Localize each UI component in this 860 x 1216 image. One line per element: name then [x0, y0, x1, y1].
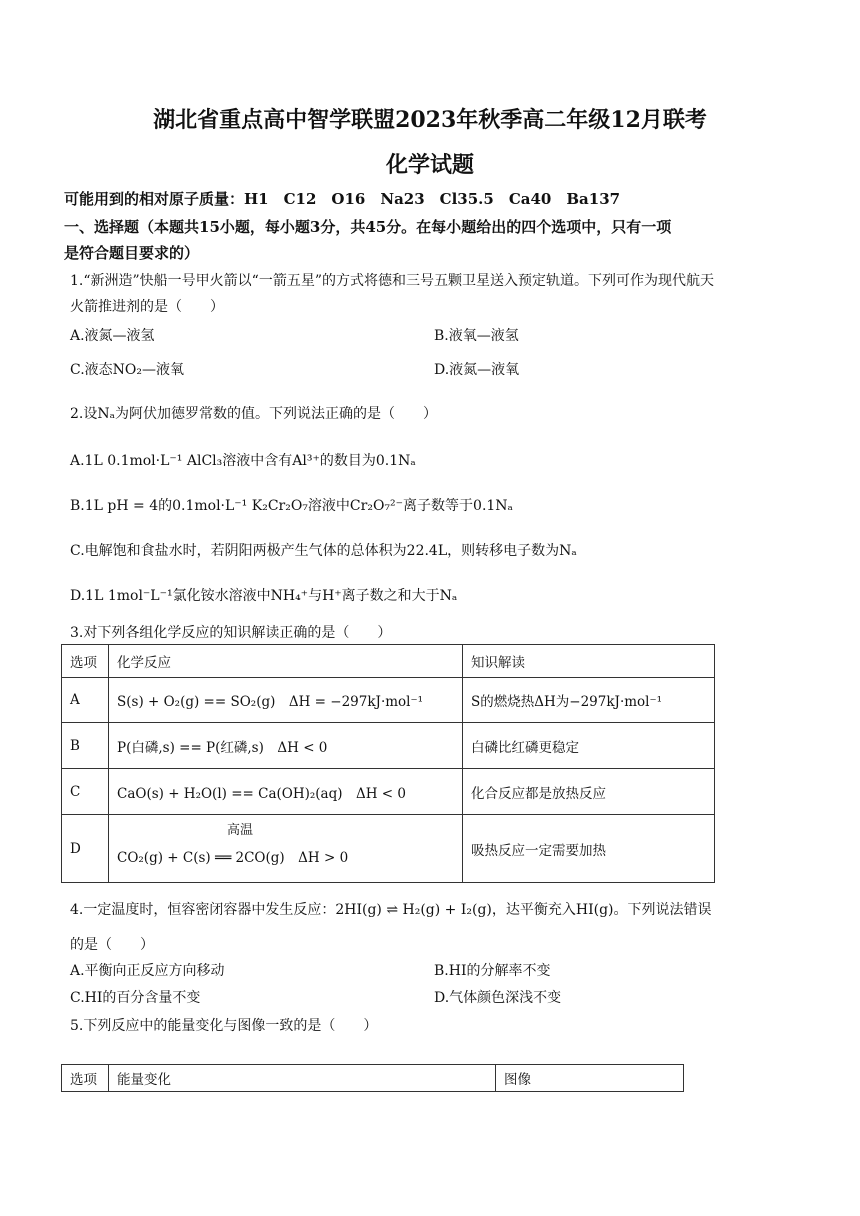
question-4-stem: 4.一定温度时，恒容密闭容器中发生反应：2HI(g) ⇌ H₂(g) + I₂(g)，达平衡充入HI(g)。下列说法错误	[70, 902, 712, 918]
reaction-condition: 高温	[227, 823, 254, 838]
row-reaction: S(s) + O₂(g) == SO₂(g) ΔH = −297kJ·mol⁻¹	[109, 678, 463, 723]
q1-option-a: A.液氮—液氢	[70, 328, 155, 344]
section-heading-cont: 是符合题目要求的）	[64, 244, 200, 262]
q2-option-a: A.1L 0.1mol·L⁻¹ AlCl₃溶液中含有Al³⁺的数目为0.1Nₐ	[70, 453, 416, 469]
row-interpretation: 吸热反应一定需要加热	[463, 815, 715, 883]
row-reaction: P(白磷,s) == P(红磷,s) ΔH < 0	[109, 723, 463, 769]
header-cell: 能量变化	[109, 1065, 496, 1092]
row-interpretation: 化合反应都是放热反应	[463, 769, 715, 815]
header-cell: 选项	[62, 1065, 109, 1092]
table-row	[62, 678, 715, 723]
q5-table-header	[62, 1065, 684, 1092]
q4-option-c: C.HI的百分含量不变	[70, 990, 201, 1006]
q2-option-d: D.1L 1mol⁻L⁻¹氯化铵水溶液中NH₄⁺与H⁺离子数之和大于Nₐ	[70, 588, 458, 604]
atomic-masses: 可能用到的相对原子质量：H1 C12 O16 Na23 Cl35.5 Ca40 Ba137	[64, 190, 621, 208]
table-row	[62, 815, 715, 883]
header-cell: 知识解读	[463, 645, 715, 678]
row-reaction	[109, 815, 463, 883]
q3-table	[61, 644, 715, 883]
row-interpretation: 白磷比红磷更稳定	[463, 723, 715, 769]
q3-table-header	[62, 645, 715, 678]
row-option: D	[62, 815, 109, 883]
question-4-stem-cont: 的是（ ）	[70, 937, 154, 953]
header-cell: 图像	[496, 1065, 684, 1092]
table-row	[62, 769, 715, 815]
header-cell: 化学反应	[109, 645, 463, 678]
question-1-stem: 1.“新洲造”快船一号甲火箭以“一箭五星”的方式将德和三号五颗卫星送入预定轨道。下列可作为现代航天	[70, 273, 714, 289]
q4-option-a: A.平衡向正反应方向移动	[70, 963, 225, 979]
q4-option-b: B.HI的分解率不变	[434, 963, 551, 979]
q1-option-d: D.液氮—液氧	[434, 362, 520, 378]
row-option: C	[62, 769, 109, 815]
q2-option-c: C.电解饱和食盐水时，若阴阳两极产生气体的总体积为22.4L，则转移电子数为Nₐ	[70, 543, 577, 559]
q4-option-d: D.气体颜色深浅不变	[434, 990, 562, 1006]
question-2-stem: 2.设Nₐ为阿伏加德罗常数的值。下列说法正确的是（ ）	[70, 406, 438, 422]
row-reaction: CaO(s) + H₂O(l) == Ca(OH)₂(aq) ΔH < 0	[109, 769, 463, 815]
header-cell: 选项	[62, 645, 109, 678]
q5-table	[61, 1064, 684, 1092]
question-3-stem: 3.对下列各组化学反应的知识解读正确的是（ ）	[70, 625, 392, 641]
question-5-stem: 5.下列反应中的能量变化与图像一致的是（ ）	[70, 1018, 378, 1034]
row-option: A	[62, 678, 109, 723]
reaction-equation: CO₂(g) + C(s) ══ 2CO(g) ΔH > 0	[117, 849, 349, 866]
q1-option-c: C.液态NO₂—液氧	[70, 362, 185, 378]
exam-title: 湖北省重点高中智学联盟2023年秋季高二年级12月联考	[153, 107, 707, 133]
q2-option-b: B.1L pH = 4的0.1mol·L⁻¹ K₂Cr₂O₇溶液中Cr₂O₇²⁻离子数等于0.1Nₐ	[70, 498, 513, 514]
section-heading: 一、选择题（本题共15小题，每小题3分，共45分。在每小题给出的四个选项中，只有一项	[64, 218, 672, 236]
row-interpretation: S的燃烧热ΔH为−297kJ·mol⁻¹	[463, 678, 715, 723]
row-option: B	[62, 723, 109, 769]
exam-subtitle: 化学试题	[385, 152, 474, 178]
question-1-stem-cont: 火箭推进剂的是（ ）	[70, 299, 224, 315]
table-row	[62, 723, 715, 769]
q1-option-b: B.液氧—液氢	[434, 328, 519, 344]
